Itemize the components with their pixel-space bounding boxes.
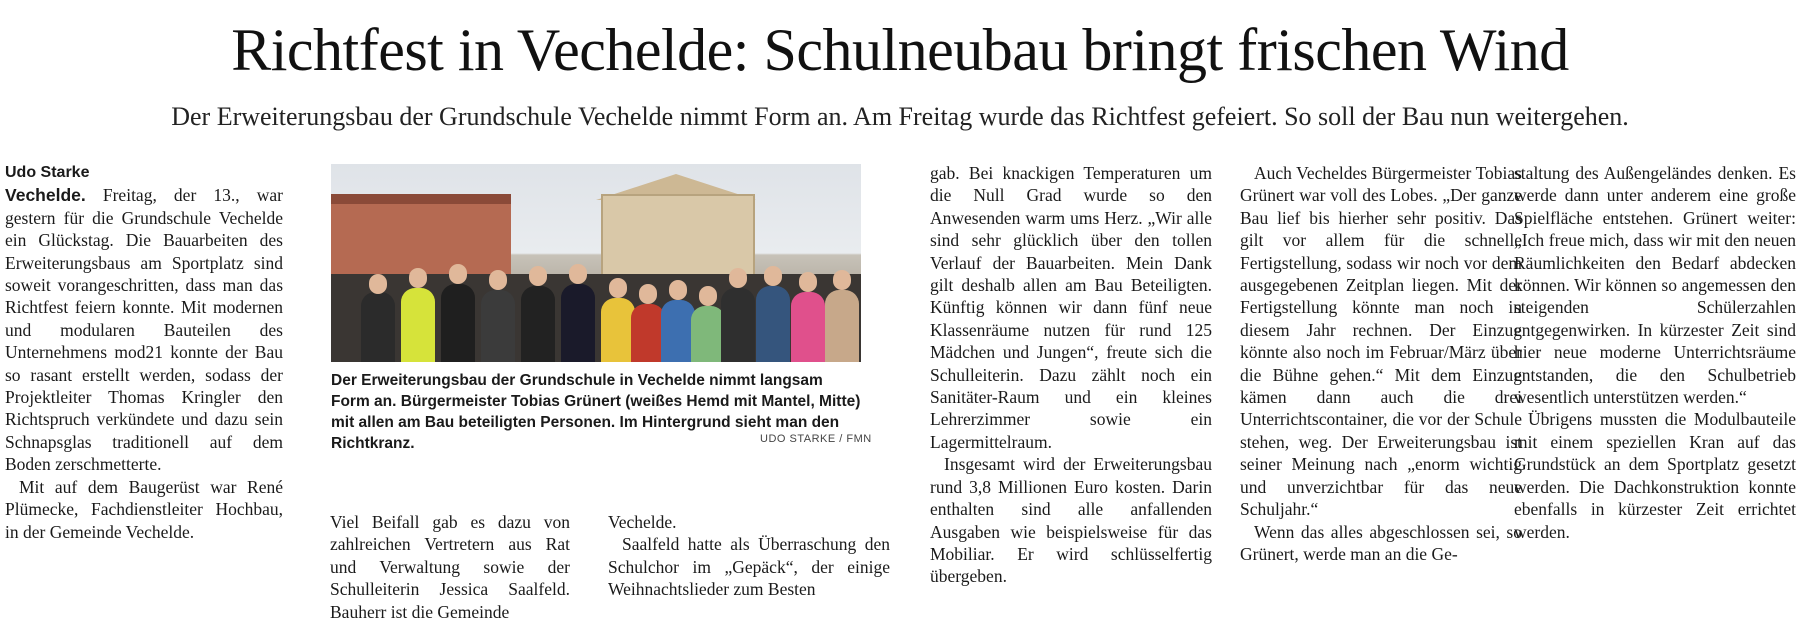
paragraph: Wenn das alles abgeschlossen sei, so Grünert, werde man an die Ge-	[1240, 521, 1522, 564]
paragraph: Übrigens mussten die Modulbauteile mit einem speziellen Kran auf das Grundstück an dem Sportplatz gesetzt werden. Die Dachkonstruktion konnte ebenfalls in kürzester Zeit errichtet werden.	[1514, 409, 1796, 542]
paragraph: Auch Vecheldes Bürgermeister Tobias Grünert war voll des Lobes. „Der ganze Bau lief bis hierher sehr positiv. Das gilt vor allem für die schnelle Fertigstellung, sodass wir noch vor dem ausgegebenen Zeitplan liegen. Mit der Fertigstellung könnte man noch in diesem Jahr rechnen. Der Einzug könnte also noch im Februar/März über die Bühne gehen.“ Mit dem Einzug kämen dann auch die drei Unterrichtscontainer, die vor der Schule stehen, weg. Der Erweiterungsbau ist seiner Meinung nach „enorm wichtig und unverzichtbar für das neue Schuljahr.“	[1240, 163, 1522, 520]
paragraph: staltung des Außengeländes denken. Es werde dann unter anderem eine große Spielfläche entstehen. Grünert weiter: „Ich freue mich, dass wir mit den neuen Räumlichkeiten den Bedarf abdecken können. Wir können so angemessen den steigenden Schülerzahlen entgegenwirken. In kürzester Zeit sind hier neue moderne Unterrichtsräume entstanden, die den Schulbetrieb wesentlich unterstützen werden.“	[1514, 163, 1796, 408]
paragraph: Vechelde.	[608, 512, 677, 532]
article-subheadline: Der Erweiterungsbau der Grundschule Vechelde nimmt Form an. Am Freitag wurde das Richtfest gefeiert. So soll der Bau nun weitergehen.	[171, 102, 1629, 131]
article-column-6	[1514, 162, 1796, 543]
paragraph: Viel Beifall gab es dazu von zahlreichen Vertretern aus Rat und Verwaltung sowie der Schulleiterin Jessica Saalfeld. Bauherr ist die Gemeinde	[330, 512, 570, 622]
article-column-1	[5, 162, 283, 543]
article-photo	[331, 164, 861, 362]
dateline: Vechelde.	[5, 185, 86, 206]
article-column-2	[330, 511, 570, 623]
paragraph-text: Freitag, der 13., war gestern für die Grundschule Vechelde ein Glückstag. Die Bauarbeiten des Erweiterungsbaus am Sportplatz sind soweit vorangeschritten, dass man das Richtfest feiern konnte. Mit modernen und modularen Bauteilen des Unternehmens mod21 konnte der Bau so rasant erstellt werden, sodass der Projektleiter Thomas Kringler den Richtspruch verkündete und dazu sein Schnapsglas traditionell auf dem Boden zerschmetterte.	[5, 185, 283, 475]
paragraph: Saalfeld hatte als Überraschung den Schulchor im „Gepäck“, der einige Weihnachtslieder zum Besten	[608, 534, 890, 600]
paragraph	[5, 184, 283, 475]
article-column-3	[608, 511, 890, 601]
author-byline: Udo Starke	[5, 164, 90, 181]
paragraph: Insgesamt wird der Erweiterungsbau rund 3,8 Millionen Euro kosten. Darin enthalten sind alle anfallenden Ausgaben wie beispielsweise für das Mobiliar. Er wird schlüsselfertig übergeben.	[930, 454, 1212, 587]
paragraph: Mit auf dem Baugerüst war René Plümecke, Fachdienstleiter Hochbau, in der Gemeinde Vechelde.	[5, 476, 283, 542]
article-column-4	[930, 162, 1212, 588]
photo-credit: UDO STARKE / FMN	[760, 433, 872, 445]
article-column-5	[1240, 162, 1522, 565]
paragraph: gab. Bei knackigen Temperaturen um die Null Grad wurde so den Anwesenden warm ums Herz. „Wir alle sind sehr glücklich über den tollen Verlauf der Bauarbeiten. Mein Dank gilt deshalb allen am Bau Beteiligten. Künftig können wir dann fünf neue Klassenräume nutzen für rund 125 Mädchen und Jungen“, freute sich die Schulleiterin. Dazu zählt noch ein Sanitäter-Raum und ein kleines Lehrerzimmer sowie ein Lagermittelraum.	[930, 163, 1212, 452]
photo-caption: Der Erweiterungsbau der Grundschule in Vechelde nimmt langsam Form an. Bürgermeister Tobias Grünert (weißes Hemd mit Mantel, Mitte) mit allen am Bau beteiligten Personen. Im Hintergrund sieht man den Richtkranz.	[331, 372, 861, 452]
article-headline: Richtfest in Vechelde: Schulneubau bringt frischen Wind	[231, 17, 1569, 83]
